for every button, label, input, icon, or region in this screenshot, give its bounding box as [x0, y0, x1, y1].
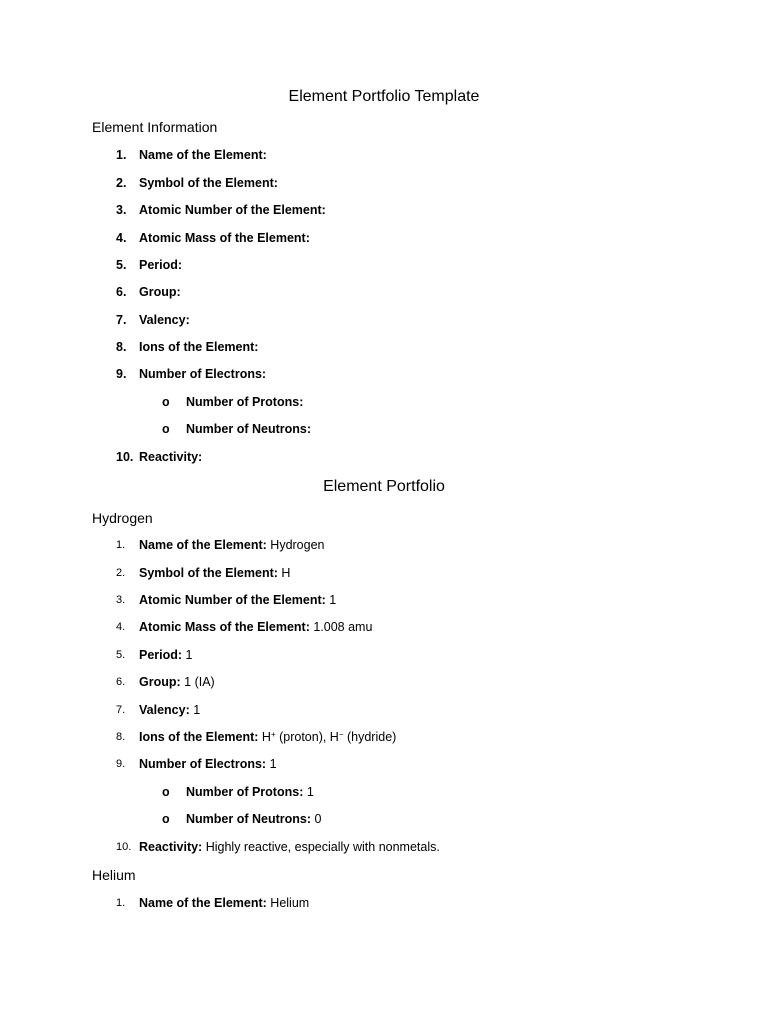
item-label: Atomic Number of the Element:	[139, 203, 326, 217]
item-value: Highly reactive, especially with nonmetals.	[202, 840, 440, 854]
list-item	[0, 620, 768, 640]
ion-charge: +	[270, 730, 276, 739]
item-content	[139, 538, 325, 552]
item-label: Atomic Number of the Element:	[139, 593, 326, 607]
list-item	[0, 538, 768, 558]
item-value: 1 (IA)	[180, 675, 215, 689]
bullet-icon: o	[162, 422, 170, 436]
item-number: 9.	[116, 367, 127, 381]
item-number: 8.	[116, 340, 127, 354]
item-number: 1.	[116, 539, 126, 551]
list-item	[0, 566, 768, 586]
item-value: 1	[303, 785, 314, 799]
item-label: Ions of the Element:	[139, 730, 259, 744]
item-number: 5.	[116, 649, 126, 661]
item-label: Number of Electrons:	[139, 367, 267, 381]
item-label: Period:	[139, 648, 183, 662]
item-label: Group:	[139, 675, 181, 689]
item-content	[186, 812, 321, 826]
bullet-icon: o	[162, 395, 170, 409]
item-number: 3.	[116, 203, 127, 217]
item-content	[139, 648, 193, 662]
item-label: Symbol of the Element:	[139, 566, 278, 580]
list-item	[0, 148, 768, 168]
item-label: Number of Protons:	[186, 395, 304, 409]
item-content	[139, 840, 440, 854]
item-number: 8.	[116, 731, 126, 743]
sub-list-item	[0, 812, 768, 832]
item-label: Period:	[139, 258, 183, 272]
item-label: Ions of the Element:	[139, 340, 259, 354]
list-item	[0, 593, 768, 613]
item-content	[139, 593, 336, 607]
item-number: 10.	[116, 841, 132, 853]
item-label: Number of Protons:	[186, 785, 304, 799]
list-item	[0, 231, 768, 251]
item-label: Group:	[139, 285, 181, 299]
item-value: 0	[311, 812, 322, 826]
list-item	[0, 340, 768, 360]
list-item	[0, 285, 768, 305]
bullet-icon: o	[162, 812, 170, 826]
item-number: 9.	[116, 758, 126, 770]
list-item	[0, 730, 768, 750]
list-item	[0, 203, 768, 223]
item-label: Number of Electrons:	[139, 757, 267, 771]
item-number: 4.	[116, 231, 127, 245]
list-item	[0, 258, 768, 278]
item-value: Hydrogen	[266, 538, 325, 552]
item-number: 1.	[116, 897, 126, 909]
list-item	[0, 840, 768, 860]
item-number: 6.	[116, 676, 126, 688]
list-item	[0, 703, 768, 723]
item-value: Helium	[266, 896, 310, 910]
item-number: 4.	[116, 621, 126, 633]
item-number: 5.	[116, 258, 127, 272]
item-content	[139, 757, 277, 771]
bullet-icon: o	[162, 785, 170, 799]
item-number: 2.	[116, 567, 126, 579]
list-item	[0, 367, 768, 387]
item-content	[139, 703, 200, 717]
item-value: 1	[182, 648, 193, 662]
list-item	[0, 757, 768, 777]
item-value: 1.008 amu	[309, 620, 373, 634]
item-content	[139, 566, 290, 580]
item-number: 7.	[116, 313, 127, 327]
list-item	[0, 648, 768, 668]
template-title: Element Portfolio Template	[288, 88, 480, 105]
list-item	[0, 176, 768, 196]
list-item	[0, 450, 768, 470]
item-value: 1	[266, 757, 277, 771]
item-label: Valency:	[139, 313, 190, 327]
item-value: H	[258, 730, 271, 744]
item-number: 7.	[116, 704, 126, 716]
item-value: (proton), H	[275, 730, 339, 744]
list-item	[0, 313, 768, 333]
portfolio-title: Element Portfolio	[323, 478, 445, 495]
helium-heading: Helium	[92, 867, 136, 883]
sub-list-item	[0, 785, 768, 805]
item-content	[139, 896, 309, 910]
item-number: 10.	[116, 450, 134, 464]
item-content	[139, 675, 215, 689]
hydrogen-heading: Hydrogen	[92, 510, 153, 526]
item-label: Valency:	[139, 703, 190, 717]
item-value: 1	[189, 703, 201, 717]
item-label: Atomic Mass of the Element:	[139, 620, 310, 634]
item-label: Reactivity:	[139, 450, 203, 464]
item-number: 3.	[116, 594, 126, 606]
item-content	[186, 785, 314, 799]
item-label: Name of the Element:	[139, 896, 267, 910]
sub-list-item	[0, 395, 768, 415]
item-number: 2.	[116, 176, 127, 190]
item-value: H	[277, 566, 291, 580]
item-label: Name of the Element:	[139, 148, 267, 162]
item-label: Number of Neutrons:	[186, 812, 311, 826]
item-label: Name of the Element:	[139, 538, 267, 552]
item-value: 1	[325, 593, 337, 607]
item-label: Atomic Mass of the Element:	[139, 231, 310, 245]
list-item	[0, 675, 768, 695]
item-label: Symbol of the Element:	[139, 176, 278, 190]
item-content	[139, 620, 372, 634]
item-number: 6.	[116, 285, 127, 299]
item-content	[139, 730, 396, 744]
item-label: Reactivity:	[139, 840, 203, 854]
item-value: (hydride)	[343, 730, 397, 744]
item-number: 1.	[116, 148, 127, 162]
item-label: Number of Neutrons:	[186, 422, 311, 436]
list-item	[0, 896, 768, 916]
sub-list-item	[0, 422, 768, 442]
element-information-heading: Element Information	[92, 119, 218, 135]
ion-charge: −	[338, 730, 344, 739]
